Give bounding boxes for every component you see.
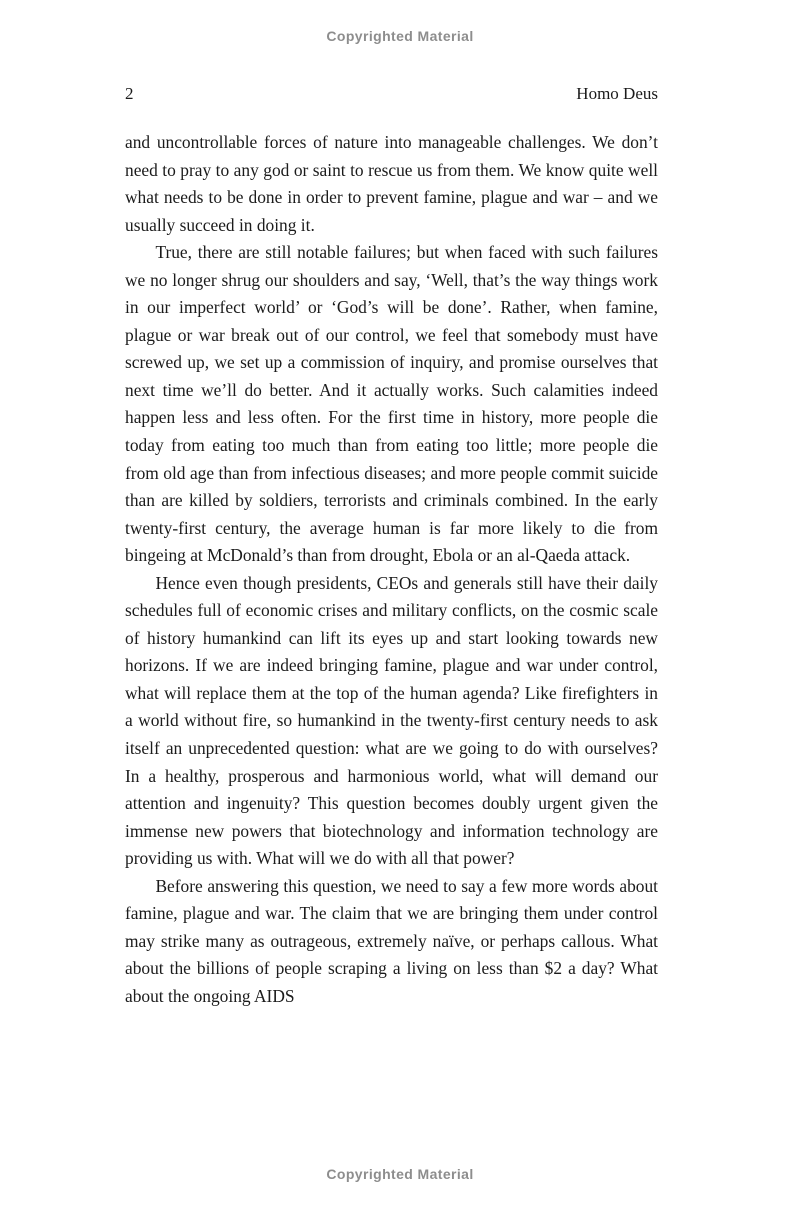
page-header (125, 84, 658, 104)
body-text (125, 129, 658, 1011)
copyright-notice-bottom: Copyrighted Material (326, 1166, 474, 1182)
paragraph: Hence even though presidents, CEOs and generals still have their daily schedules full of economic crises and military conflicts, on the cosmic scale of history humankind can lift its eyes up and start looking towards new horizons. If we are indeed bringing famine, plague and war under control, what will replace them at the top of the human agenda? Like firefighters in a world without fire, so humankind in the twenty-first century needs to ask itself an unprecedented question: what are we going to do with ourselves? In a healthy, prosperous and harmonious world, what will demand our attention and ingenuity? This question becomes doubly urgent given the immense new powers that biotechnology and information technology are providing us with. What will we do with all that power? (125, 572, 658, 869)
running-title: Homo Deus (576, 84, 658, 103)
copyright-notice-top: Copyrighted Material (326, 28, 474, 44)
paragraph: and uncontrollable forces of nature into manageable challenges. We don’t need to pray to any god or saint to rescue us from them. We know quite well what needs to be done in order to prevent famine, plague and war – and we usually succeed in doing it. (125, 132, 658, 235)
paragraph: Before answering this question, we need to say a few more words about famine, plague and war. The claim that we are bringing them under control may strike many as outrageous, extremely naïve, or perhaps callous. What about the billions of people scraping a living on less than $2 a day? What about the ongoing AIDS (125, 875, 658, 1006)
paragraph: True, there are still notable failures; but when faced with such failures we no longer shrug our shoulders and say, ‘Well, that’s the way things work in our imperfect world’ or ‘God’s will be done’. Rather, when famine, plague or war break out of our control, we feel that somebody must have screwed up, we set up a commission of inquiry, and promise ourselves that next time we’ll do better. And it actually works. Such calamities indeed happen less and less often. For the first time in history, more people die today from eating too much than from eating too little; more people die from old age than from infectious diseases; and more people commit suicide than are killed by soldiers, terrorists and criminals combined. In the early twenty-first century, the average human is far more likely to die from bingeing at McDonald’s than from drought, Ebola or an al-Qaeda attack. (125, 242, 658, 566)
page-number: 2 (125, 84, 134, 103)
